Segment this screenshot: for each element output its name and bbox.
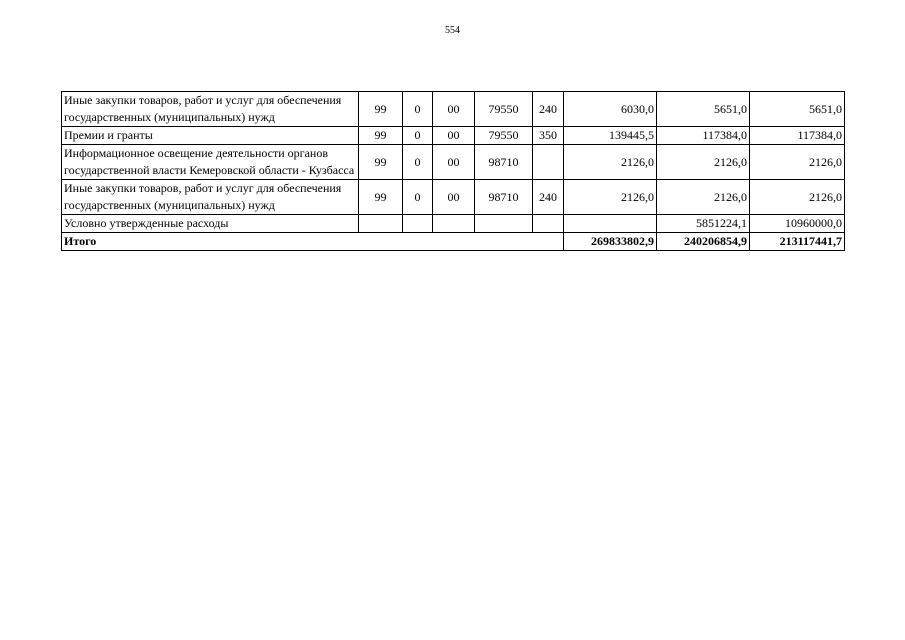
cell-code-2: 0 bbox=[403, 145, 433, 180]
cell-code-1: 99 bbox=[359, 127, 403, 145]
cell-code-5: 240 bbox=[533, 92, 564, 127]
cell-code-3: 00 bbox=[433, 127, 475, 145]
cell-amount-year1: 6030,0 bbox=[564, 92, 657, 127]
cell-amount-year3: 2126,0 bbox=[750, 145, 845, 180]
cell-code-4: 98710 bbox=[475, 145, 533, 180]
cell-code-3: 00 bbox=[433, 180, 475, 215]
cell-amount-year1 bbox=[564, 215, 657, 233]
cell-code-2: 0 bbox=[403, 180, 433, 215]
cell-code-1: 99 bbox=[359, 180, 403, 215]
cell-code-4: 98710 bbox=[475, 180, 533, 215]
budget-table bbox=[61, 91, 845, 251]
cell-amount-year2: 2126,0 bbox=[657, 145, 750, 180]
cell-code-4 bbox=[475, 215, 533, 233]
cell-amount-year2: 5851224,1 bbox=[657, 215, 750, 233]
total-label: Итого bbox=[62, 233, 564, 251]
table-row bbox=[62, 92, 845, 127]
cell-code-2: 0 bbox=[403, 92, 433, 127]
total-row bbox=[62, 233, 845, 251]
cell-code-4: 79550 bbox=[475, 127, 533, 145]
cell-amount-year2: 5651,0 bbox=[657, 92, 750, 127]
cell-code-4: 79550 bbox=[475, 92, 533, 127]
row-name: Премии и гранты bbox=[62, 127, 359, 145]
cell-amount-year2: 117384,0 bbox=[657, 127, 750, 145]
row-name: Условно утвержденные расходы bbox=[62, 215, 359, 233]
cell-amount-year2: 2126,0 bbox=[657, 180, 750, 215]
cell-amount-year3: 2126,0 bbox=[750, 180, 845, 215]
cell-code-5: 240 bbox=[533, 180, 564, 215]
cell-amount-year1: 2126,0 bbox=[564, 180, 657, 215]
table-row bbox=[62, 215, 845, 233]
cell-code-1: 99 bbox=[359, 145, 403, 180]
cell-code-5 bbox=[533, 145, 564, 180]
table-row bbox=[62, 127, 845, 145]
total-amount-year1: 269833802,9 bbox=[564, 233, 657, 251]
total-amount-year3: 213117441,7 bbox=[750, 233, 845, 251]
cell-amount-year3: 117384,0 bbox=[750, 127, 845, 145]
row-name: Иные закупки товаров, работ и услуг для обеспечения государственных (муниципальных) нужд bbox=[62, 92, 359, 127]
cell-amount-year1: 139445,5 bbox=[564, 127, 657, 145]
cell-amount-year1: 2126,0 bbox=[564, 145, 657, 180]
cell-code-1 bbox=[359, 215, 403, 233]
cell-amount-year3: 10960000,0 bbox=[750, 215, 845, 233]
row-name: Информационное освещение деятельности органов государственной власти Кемеровской области - Кузбасса bbox=[62, 145, 359, 180]
cell-code-3: 00 bbox=[433, 145, 475, 180]
cell-code-1: 99 bbox=[359, 92, 403, 127]
cell-code-5 bbox=[533, 215, 564, 233]
total-amount-year2: 240206854,9 bbox=[657, 233, 750, 251]
cell-code-2 bbox=[403, 215, 433, 233]
page-number: 554 bbox=[445, 25, 460, 36]
cell-code-3 bbox=[433, 215, 475, 233]
row-name: Иные закупки товаров, работ и услуг для обеспечения государственных (муниципальных) нужд bbox=[62, 180, 359, 215]
table-row bbox=[62, 180, 845, 215]
cell-code-5: 350 bbox=[533, 127, 564, 145]
cell-amount-year3: 5651,0 bbox=[750, 92, 845, 127]
table-row bbox=[62, 145, 845, 180]
cell-code-3: 00 bbox=[433, 92, 475, 127]
cell-code-2: 0 bbox=[403, 127, 433, 145]
